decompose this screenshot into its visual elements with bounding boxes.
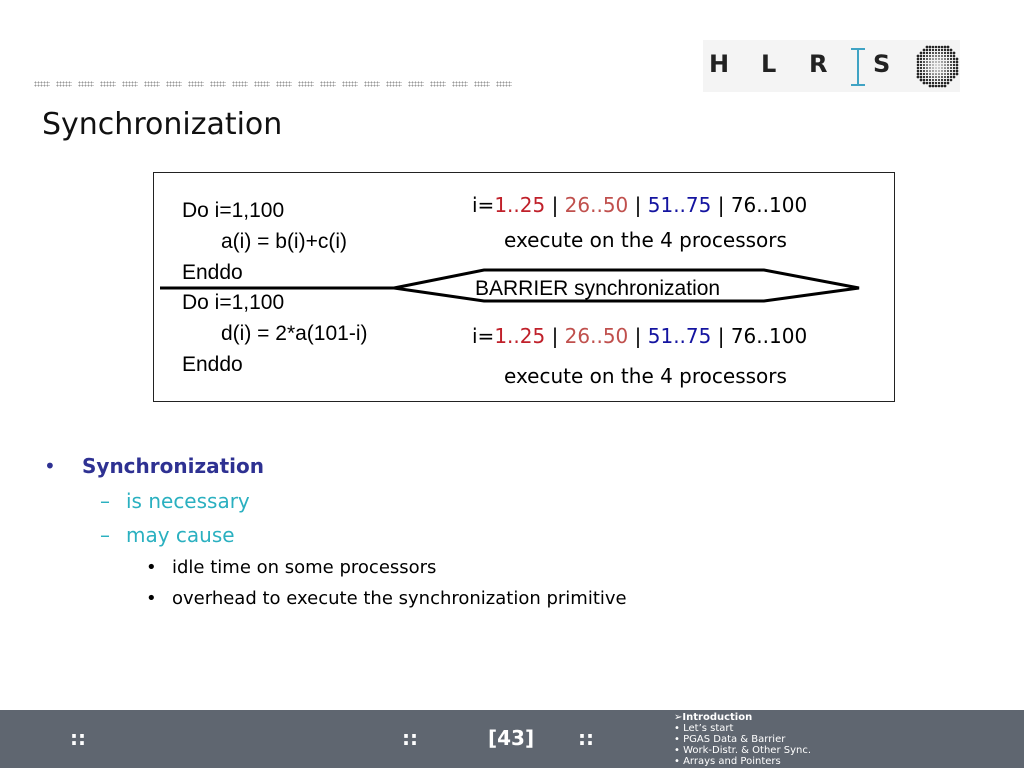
barrier-label: BARRIER synchronization: [475, 277, 721, 300]
logo-letter-s: S: [873, 50, 893, 78]
index-ranges-top: [472, 193, 807, 217]
decorative-dot-group: [78, 81, 94, 87]
nav-item-pgas-data-barrier[interactable]: • PGAS Data & Barrier: [674, 734, 786, 745]
index-ranges-bottom: [472, 324, 807, 348]
decorative-dot-group: [320, 81, 336, 87]
execute-label-bottom: execute on the 4 processors: [504, 364, 787, 388]
bullet-icon: •: [146, 557, 157, 578]
decorative-dot-group: [298, 81, 314, 87]
bullet-icon: •: [674, 734, 680, 745]
code-line: Do i=1,100: [182, 199, 285, 222]
bullet-subsub: idle time on some processors: [172, 557, 437, 578]
code-line: Enddo: [182, 353, 243, 376]
footer-nav-prev[interactable]: ::: [402, 726, 418, 750]
code-line: Do i=1,100: [182, 291, 285, 314]
decorative-dot-group: [100, 81, 116, 87]
decorative-dot-group: [430, 81, 446, 87]
decorative-dot-group: [122, 81, 138, 87]
decorative-dot-group: [408, 81, 424, 87]
range-4: 76..100: [730, 193, 808, 217]
decorative-dot-group: [364, 81, 380, 87]
logo-wordmark: [703, 50, 913, 82]
dash-icon: –: [100, 489, 110, 513]
arrow-marker-icon: ➢: [674, 712, 683, 723]
bullet-icon: •: [44, 454, 56, 478]
range-2: 26..50: [564, 193, 629, 217]
range-prefix: i=: [472, 193, 495, 217]
decorative-dot-group: [342, 81, 358, 87]
bullet-subsub: overhead to execute the synchronization primitive: [172, 588, 627, 609]
section-nav: [674, 712, 811, 767]
decorative-dot-group: [166, 81, 182, 87]
range-4: 76..100: [730, 324, 808, 348]
code-line: d(i) = 2*a(101-i): [221, 322, 368, 345]
range-separator: |: [628, 193, 648, 217]
range-separator: |: [628, 324, 648, 348]
decorative-dot-group: [386, 81, 402, 87]
footer-nav-home[interactable]: ::: [70, 726, 86, 750]
range-1: 1..25: [494, 193, 546, 217]
decorative-dot-group: [496, 81, 512, 87]
page-number: [43]: [488, 726, 535, 750]
nav-item-lets-start[interactable]: • Let’s start: [674, 723, 734, 734]
decorative-dot-group: [276, 81, 292, 87]
hlrs-logo: [703, 40, 960, 92]
bullet-sub: may cause: [126, 523, 235, 547]
decorative-dot-group: [210, 81, 226, 87]
footer-nav-next[interactable]: ::: [578, 726, 594, 750]
logo-letter-r: R: [809, 50, 830, 78]
decorative-dot-group: [474, 81, 490, 87]
range-separator: |: [545, 324, 565, 348]
nav-item-work-distr[interactable]: • Work-Distr. & Other Sync.: [674, 745, 812, 756]
range-separator: |: [711, 193, 731, 217]
decorative-dot-group: [232, 81, 248, 87]
logo-letter-l: L: [761, 50, 779, 78]
slide-title: Synchronization: [42, 107, 283, 142]
range-prefix: i=: [472, 324, 495, 348]
decorative-dot-group: [188, 81, 204, 87]
decorative-dot-group: [144, 81, 160, 87]
range-2: 26..50: [564, 324, 629, 348]
logo-letter-h: H: [709, 50, 732, 78]
logo-i-bar: [851, 48, 865, 88]
range-separator: |: [711, 324, 731, 348]
code-diagram-box: [153, 172, 895, 402]
bullet-icon: •: [146, 588, 157, 609]
range-1: 1..25: [494, 324, 546, 348]
decorative-dot-group: [254, 81, 270, 87]
decorative-dot-group: [56, 81, 72, 87]
bullet-main: Synchronization: [82, 454, 265, 478]
range-separator: |: [545, 193, 565, 217]
nav-item-introduction[interactable]: ➢Introduction: [674, 712, 753, 723]
dash-icon: –: [100, 523, 110, 547]
code-line: Enddo: [182, 261, 243, 284]
decorative-dot-row: [34, 81, 512, 87]
range-3: 51..75: [647, 324, 712, 348]
nav-item-arrays-pointers[interactable]: • Arrays and Pointers: [674, 756, 781, 767]
execute-label-top: execute on the 4 processors: [504, 228, 787, 252]
bullet-icon: •: [674, 745, 680, 756]
bullet-sub: is necessary: [126, 489, 250, 513]
bullet-icon: •: [674, 723, 680, 734]
bullet-icon: •: [674, 756, 680, 767]
footer-bar: [0, 710, 1024, 768]
code-line: a(i) = b(i)+c(i): [221, 230, 348, 253]
logo-sphere-icon: [913, 42, 961, 90]
range-3: 51..75: [647, 193, 712, 217]
decorative-dot-group: [452, 81, 468, 87]
decorative-dot-group: [34, 81, 50, 87]
